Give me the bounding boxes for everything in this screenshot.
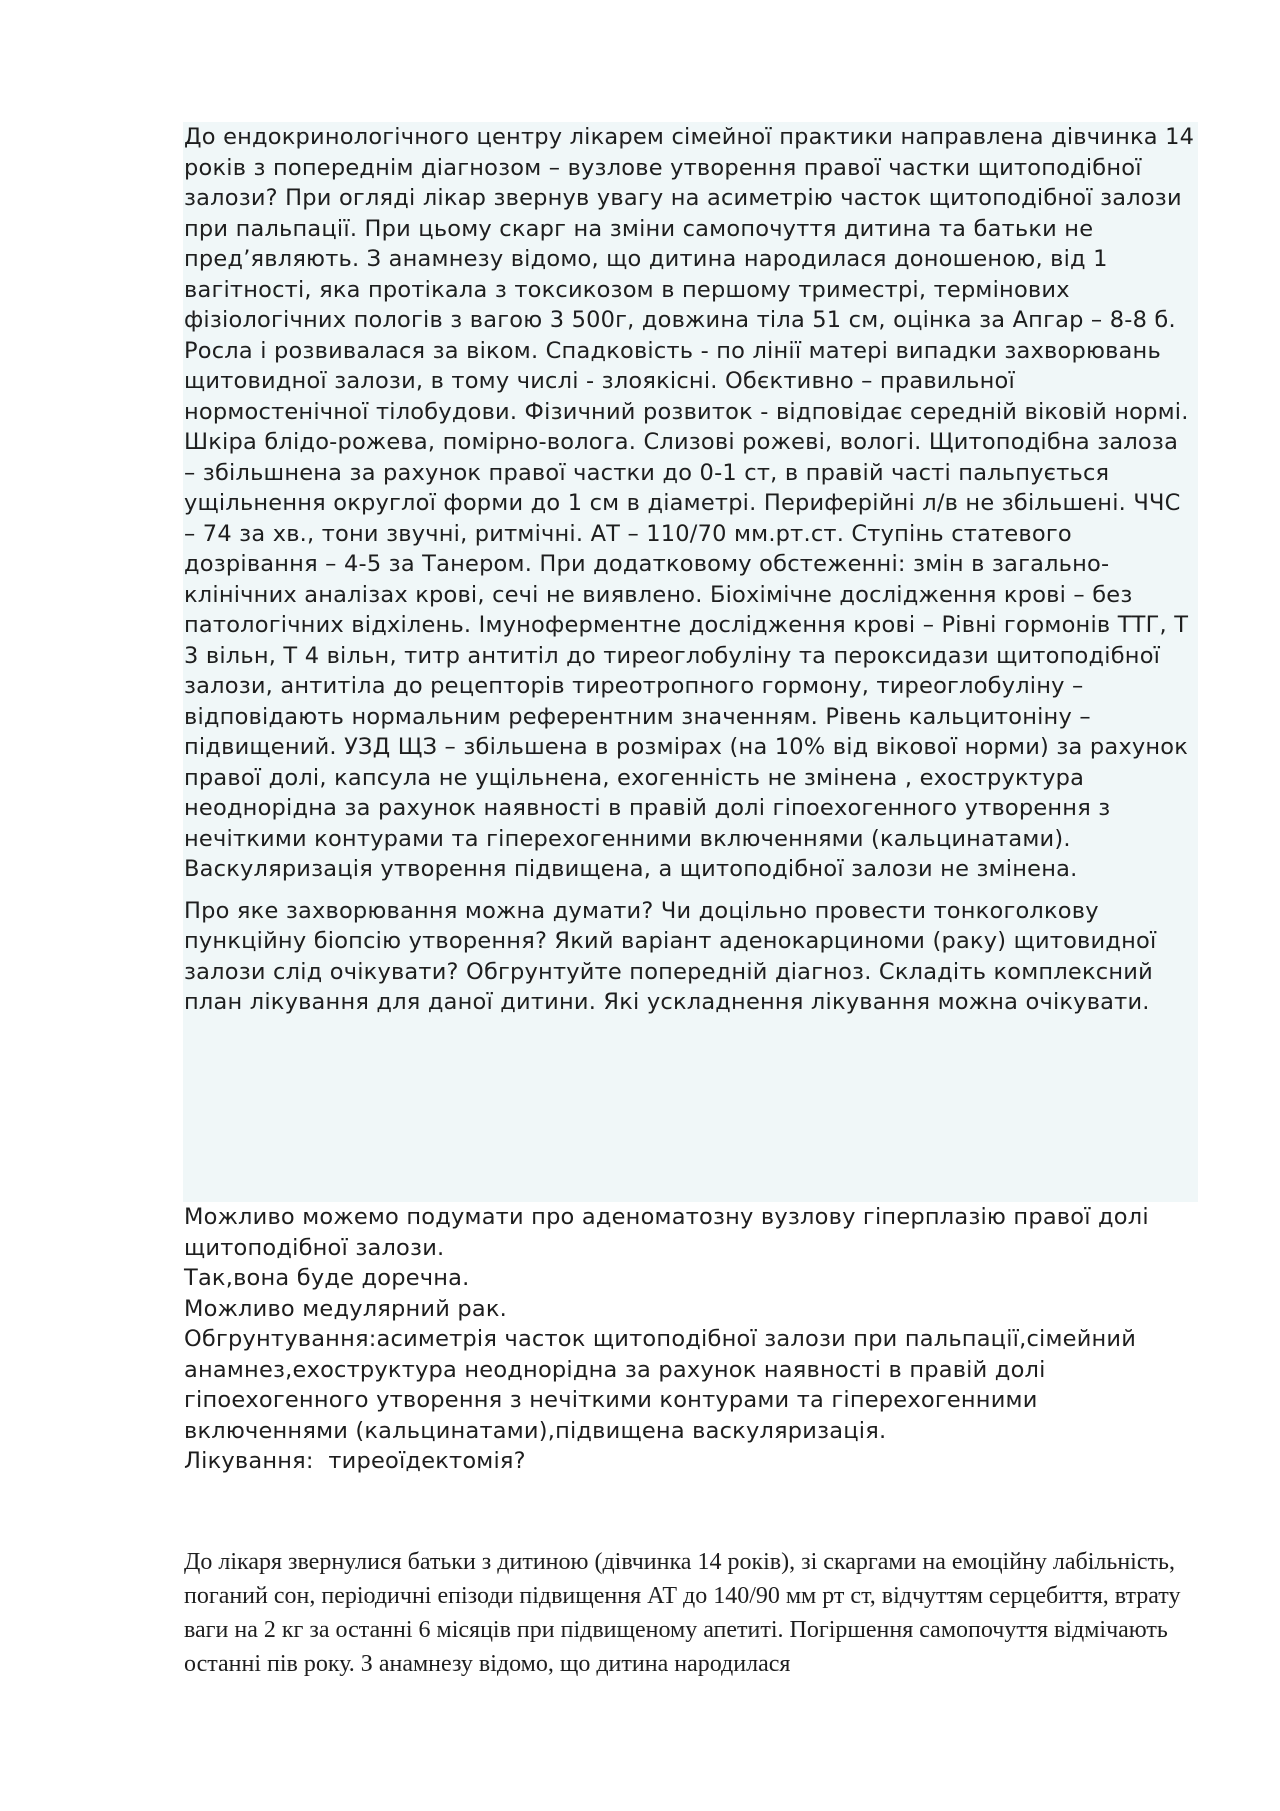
second-case-description: До лікаря звернулися батьки з дитиною (дівчинка 14 років), зі скаргами на емоційну лабільність, поганий сон, періодичні епізоди підвищення АТ до 140/90 мм рт ст, відчуттям серцебиття, втрату ваги на 2 кг за останні 6 місяців при підвищеному апетиті. Погіршення самопочуття відмічають останні пів року. З анамнезу відомо, що дитина народилася <box>184 1549 1181 1677</box>
case-questions: Про яке захворювання можна думати? Чи доцільно провести тонкоголкову пункційну біопсію утворення? Який варіант аденокарциноми (раку) щитовидної залози слід очікувати? Обгрунтуйте попередній діагноз. Складіть комплексний план лікування для даної дитини. Які ускладнення лікування можна очікувати. <box>184 897 1157 1015</box>
answer-block <box>184 1202 1204 1477</box>
answer-treatment: Лікування: тиреоїдектомія? <box>184 1448 526 1474</box>
answer-diagnosis: Можливо можемо подумати про аденоматозну вузлову гіперплазію правої долі щитоподібної залози. <box>184 1204 1157 1261</box>
case-block <box>183 122 1198 1202</box>
case-description: До ендокринологічного центру лікарем сімейної практики направлена дівчинка 14 років з попереднім діагнозом – вузлове утворення правої частки щитоподібної залози? При огляді лікар звернув увагу на асиметрію часток щитоподібної залози при пальпації. При цьому скарг на зміни самопочуття дитина та батьки не пред’являють. З анамнезу відомо, що дитина народилася доношеною, від 1 вагітності, яка протікала з токсикозом в першому триместрі, термінових фізіологічних пологів з вагою 3 500г, довжина тіла 51 см, оцінка за Апгар – 8-8 б. Росла і розвивалася за віком. Спадковість - по лінії матері випадки захворювань щитовидної залози, в тому числі - злоякісні. Обєктивно – правильної нормостенічної тілобудови. Фізичний розвиток - відповідає середній віковій нормі. Шкіра блідо-рожева, помірно-волога. Слизові рожеві, вологі. Щитоподібна залоза – збільшнена за рахунок правої частки до 0-1 ст, в правій часті пальпується ущільнення округлої форми до 1 см в діаметрі. Периферійні л/в не збільшені. ЧЧС – 74 за хв., тони звучні, ритмічні. АТ – 110/70 мм.рт.ст. Ступінь статевого дозрівання – 4-5 за Танером. При додатковому обстеженні: змін в загально-клінічних аналізах крові, сечі не виявлено. Біохімічне дослідження крові – без патологічних відхілень. Імуноферментне дослідження крові – Рівні гормонів ТТГ, Т 3 вільн, Т 4 вільн, титр антитіл до тиреоглобуліну та пероксидази щитоподібної залози, антитіла до рецепторів тиреотропного гормону, тиреоглобуліну – відповідають нормальним референтним значенням. Рівень кальцитоніну – підвищений. УЗД ЩЗ – збільшена в розмірах (на 10% від вікової норми) за рахунок правої долі, капсула не ущільнена, ехогенність не змінена , ехоструктура неоднорідна за рахунок наявності в правій долі гіпоехогенного утворення з нечіткими контурами та гіперехогенними включеннями (кальцинатами). Васкуляризація утворення підвищена, а щитоподібної залози не змінена. <box>184 124 1195 882</box>
answer-cancer-type: Можливо медулярний рак. <box>184 1295 508 1322</box>
answer-biopsy: Так,вона буде доречна. <box>184 1265 470 1291</box>
answer-justification: Обгрунтування:асиметрія часток щитоподібної залози при пальпації,сімейний анамнез,ехоструктура неоднорідна за рахунок наявності в правій долі гіпоехогенного утворення з нечіткими контурами та гіперехогенними включеннями (кальцинатами),підвищена васкуляризація. <box>184 1326 1144 1444</box>
